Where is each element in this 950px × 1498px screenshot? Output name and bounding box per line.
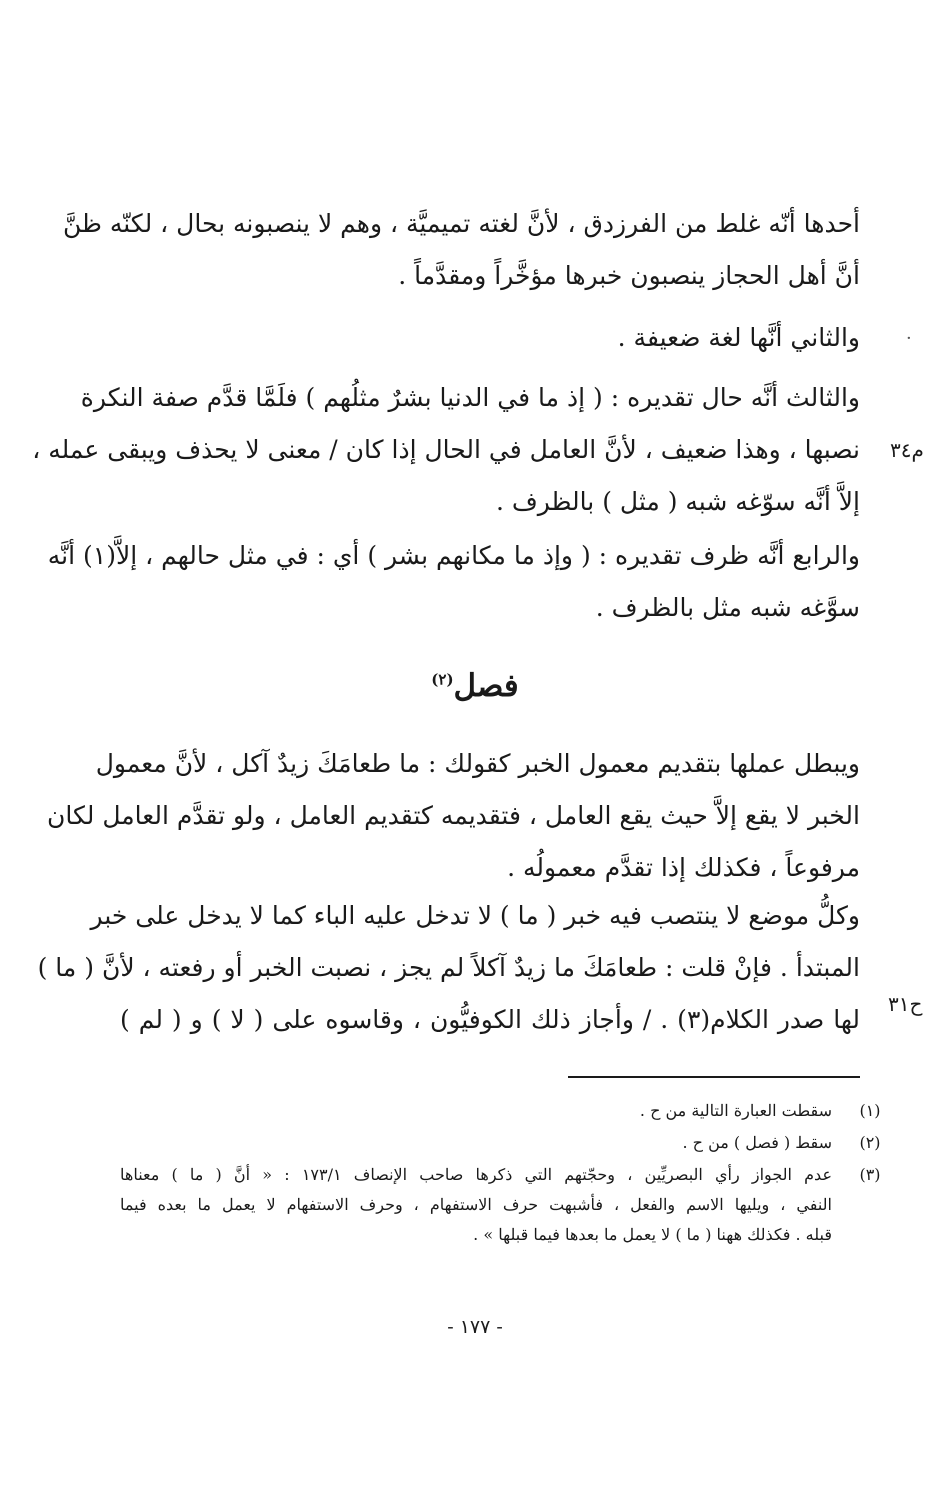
text-line: والثالث أنَّه حال تقديره : ( إذ ما في الدنيا بشرٌ مثلُهم ) فلَمَّا قدَّم صفة النكرة xyxy=(80,383,860,412)
text-line: والرابع أنَّه ظرف تقديره : ( وإذ ما مكانهم بشر ) أي : في مثل حالهم ، إلاَّ(١) أنَّه xyxy=(47,541,860,570)
margin-note-h31: ح٣١ xyxy=(888,992,923,1016)
text-line: أحدها أنّه غلط من الفرزدق ، لأنَّ لغته تميميَّة ، وهم لا ينصبونه بحال ، لكنّه ظنَّ xyxy=(62,209,860,238)
text-line: ويبطل عملها بتقديم معمول الخبر كقولك : ما طعامَكَ زيدٌ آكل ، لأنَّ معمول xyxy=(95,749,860,778)
text-line: مرفوعاً ، فكذلك إذا تقدَّم معمولُه . xyxy=(507,853,860,882)
margin-note-m34: م٣٤ xyxy=(890,438,924,462)
footnote-separator xyxy=(568,1076,860,1078)
paragraph-invalidation xyxy=(46,738,860,894)
paragraph-second-opinion xyxy=(120,312,860,364)
footnote-line: قبله . فكذلك ههنا ( ما ) لا يعمل ما بعدها فيما قبلها » . xyxy=(473,1225,832,1244)
footnote-body xyxy=(120,1128,832,1158)
text-line: سوَّغه شبه مثل بالظرف . xyxy=(595,593,860,622)
footnote-body xyxy=(120,1160,832,1250)
text-line: أنَّ أهل الحجاز ينصبون خبرها مؤخَّراً ومقدَّماً . xyxy=(398,261,860,290)
text-line: المبتدأ . فإنْ قلت : طعامَكَ ما زيدٌ آكلاً لم يجز ، نصبت الخبر أو رفعته ، لأنَّ ( ما ) xyxy=(37,953,860,982)
text-line: لها صدر الكلام(٣) . / وأجاز ذلك الكوفيُّون ، وقاسوه على ( لا ) و ( لم ) xyxy=(120,1005,861,1034)
footnote-line: سقط ( فصل ) من ح . xyxy=(682,1133,832,1152)
text-line: إلاَّ أنَّه سوّغه شبه ( مثل ) بالظرف . xyxy=(495,487,860,516)
text-line: وكلُّ موضع لا ينتصب فيه خبر ( ما ) لا تدخل عليه الباء كما لا يدخل على خبر xyxy=(90,901,860,930)
paragraph-first-opinion xyxy=(62,198,860,302)
margin-tick-mark: · xyxy=(906,328,912,349)
text-line: والثاني أنَّها لغة ضعيفة . xyxy=(617,323,860,352)
text-line: الخبر لا يقع إلاَّ حيث يقع العامل ، فتقديمه كتقديم العامل ، ولو تقدَّم العامل لكان xyxy=(46,801,860,830)
section-heading xyxy=(0,668,950,704)
page-number: - ١٧٧ - xyxy=(447,1316,503,1338)
footnote-body xyxy=(120,1096,832,1126)
paragraph-third-opinion xyxy=(32,372,860,528)
paragraph-ba-rule xyxy=(37,890,861,1046)
paragraph-fourth-opinion xyxy=(47,530,860,634)
text-line: نصبها ، وهذا ضعيف ، لأنَّ العامل في الحال إذا كان / معنى لا يحذف ويبقى عمله ، xyxy=(32,435,860,464)
footnote-line: سقطت العبارة التالية من ح . xyxy=(639,1101,832,1120)
footnote-line: عدم الجواز رأي البصريِّين ، وحجّتهم التي ذكرها صاحب الإنصاف ١٧٣/١ : « أنَّ ( ما ) معناها xyxy=(120,1165,832,1184)
footnote-number: (٢) xyxy=(859,1133,881,1152)
footnote-line: النفي ، ويليها الاسم والفعل ، فأشبهت حرف الاستفهام ، وحرف الاستفهام لا يعمل ما بعده فيما xyxy=(120,1195,832,1214)
section-heading-footnote-ref: (٢) xyxy=(431,670,454,689)
section-heading-text: فصل xyxy=(453,668,519,704)
footnote-number: (٣) xyxy=(859,1165,881,1184)
footnote-number: (١) xyxy=(859,1101,881,1120)
footnote-1 xyxy=(120,1096,881,1126)
footnote-3 xyxy=(120,1160,881,1250)
footnote-2 xyxy=(120,1128,881,1158)
